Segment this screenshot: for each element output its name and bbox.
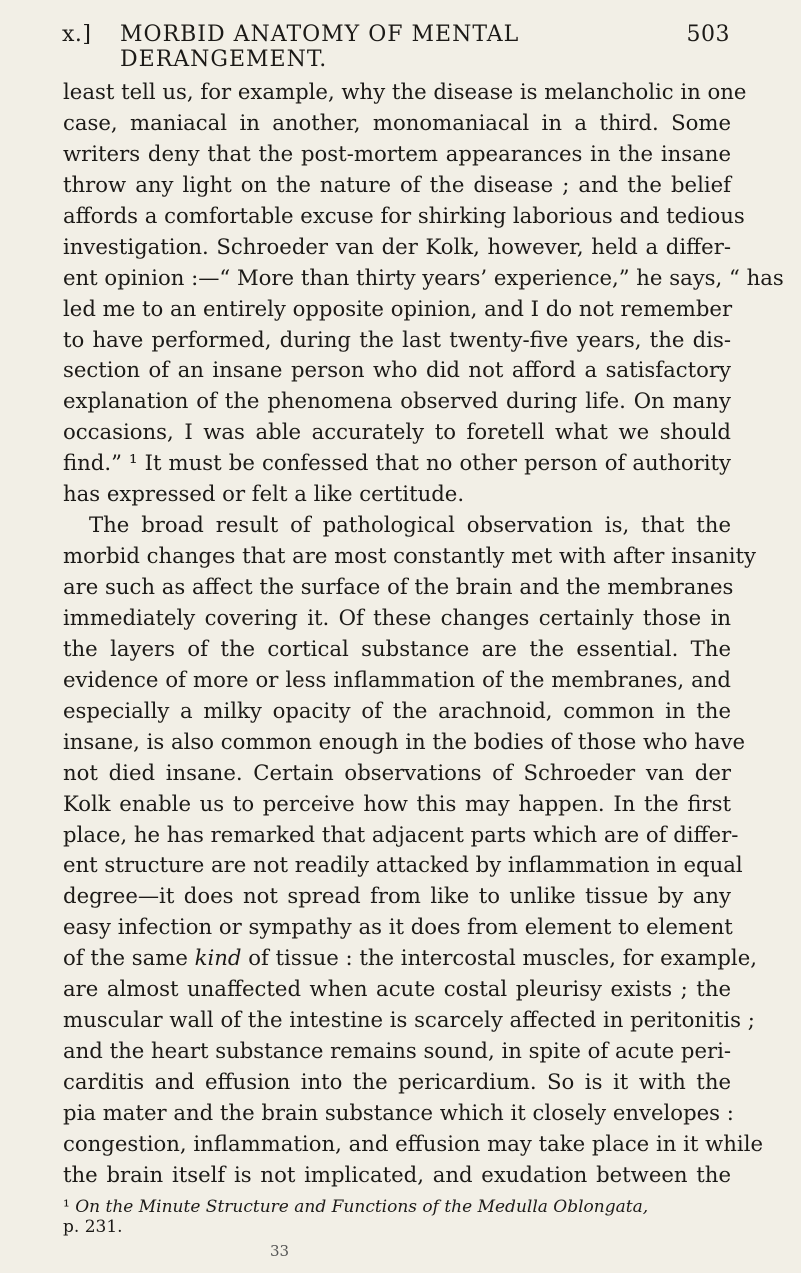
body-line: not died insane. Certain observations of Schroeder van der [63, 759, 731, 785]
body-line: find.” ¹ It must be confessed that no other person of authority [63, 450, 731, 476]
footnote-title: On the Minute Structure and Functions of the Medulla Oblongata, [75, 1197, 649, 1217]
body-line: investigation. Schroeder van der Kolk, however, held a differ- [63, 233, 731, 259]
running-title: MORBID ANATOMY OF MENTAL DERANGEMENT. [120, 22, 520, 72]
body-line: The broad result of pathological observation is, that the [89, 512, 731, 538]
body-line: throw any light on the nature of the disease ; and the belief [63, 171, 731, 197]
body-line: case, maniacal in another, monomaniacal in a third. Some [63, 109, 731, 135]
signature-mark: 33 [270, 1242, 290, 1260]
running-header [62, 22, 730, 72]
body-line: easy infection or sympathy as it does from element to element [63, 914, 733, 940]
body-line: section of an insane person who did not afford a satisfactory [63, 357, 731, 383]
body-line: least tell us, for example, why the disease is melancholic in one [63, 79, 747, 104]
footnote-page-ref: p. 231. [63, 1217, 123, 1237]
chapter-number: x.] [62, 22, 92, 47]
body-line: place, he has remarked that adjacent parts which are of differ- [63, 821, 739, 847]
body-line: pia mater and the brain substance which it closely envelopes : [63, 1099, 734, 1125]
body-line: affords a comfortable excuse for shirking laborious and tedious [63, 202, 745, 228]
body-line: ent structure are not readily attacked by inflammation in equal [63, 852, 743, 878]
body-line: occasions, I was able accurately to foretell what we should [63, 419, 731, 445]
body-line: the brain itself is not implicated, and exudation between the [63, 1161, 731, 1187]
footnote-line-1 [63, 1197, 731, 1217]
body-line: of the same kind of tissue : the intercostal muscles, for example, [63, 945, 757, 971]
body-line: the layers of the cortical substance are the essential. The [63, 635, 731, 661]
body-line: explanation of the phenomena observed during life. On many [63, 388, 731, 414]
body-line: congestion, inflammation, and effusion may take place in it while [63, 1130, 764, 1156]
body-line: has expressed or felt a like certitude. [63, 481, 465, 507]
body-line: evidence of more or less inflammation of the membranes, and [63, 666, 731, 692]
body-line: insane, is also common enough in the bodies of those who have [63, 728, 746, 754]
body-line: immediately covering it. Of these changes certainly those in [63, 604, 731, 630]
footnote-marker: ¹ [63, 1197, 70, 1217]
body-line: ent opinion :—“ More than thirty years’ experience,” he says, “ has [63, 264, 784, 290]
body-line: degree—it does not spread from like to unlike tissue by any [63, 883, 731, 909]
body-line: Kolk enable us to perceive how this may happen. In the first [63, 790, 731, 816]
body-line: especially a milky opacity of the arachnoid, common in the [63, 697, 731, 723]
body-line: carditis and effusion into the pericardium. So is it with the [63, 1069, 731, 1094]
body-line: writers deny that the post-mortem appearances in the insane [63, 140, 731, 166]
body-line: muscular wall of the intestine is scarcely affected in peritonitis ; [63, 1007, 755, 1033]
body-line: and the heart substance remains sound, in spite of acute peri- [63, 1038, 732, 1064]
page-number: 503 [686, 22, 730, 47]
body-line: are such as affect the surface of the brain and the membranes [63, 574, 734, 599]
footnote [63, 1197, 731, 1237]
body-line: led me to an entirely opposite opinion, and I do not remember [63, 295, 733, 321]
body-text [63, 77, 784, 1191]
body-line: morbid changes that are most constantly met with after insanity [63, 543, 756, 569]
body-line: are almost unaffected when acute costal pleurisy exists ; the [63, 976, 731, 1002]
body-line: to have performed, during the last twenty-five years, the dis- [63, 326, 731, 352]
